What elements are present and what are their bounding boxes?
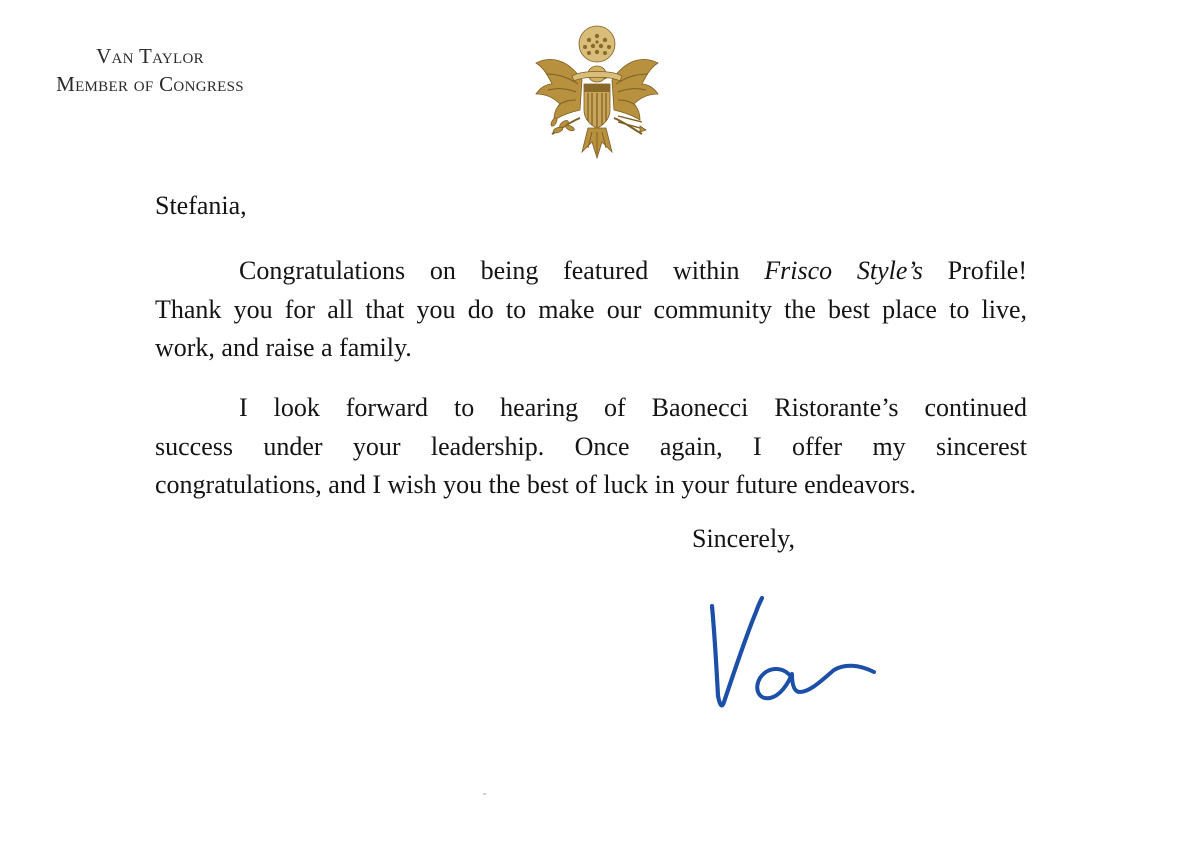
paragraph-2-line-1: I look forward to hearing of Baonecci Ristorante’s continued — [239, 393, 1027, 422]
paper-speck — [483, 793, 486, 795]
paragraph-1-line-1-after: Profile! — [922, 256, 1028, 285]
publication-name: Frisco Style’s — [764, 256, 923, 285]
letterhead — [30, 42, 270, 98]
letterhead-name: Van Taylor — [96, 44, 204, 68]
paragraph-2-line-2: success under your leadership. Once again, I offer my sincerest — [155, 431, 1027, 461]
closing: Sincerely, — [692, 524, 795, 553]
letterhead-title: Member of Congress — [56, 72, 244, 96]
paragraph-2-line-3: congratulations, and I wish you the best of luck in your future endeavors. — [155, 470, 917, 499]
letter-paragraph-2 — [155, 389, 1027, 505]
great-seal-eagle-icon — [522, 18, 672, 166]
paragraph-1-line-2: Thank you for all that you do to make our community the best place to live, — [155, 294, 1027, 324]
handwritten-signature — [698, 588, 888, 718]
paragraph-1-line-3: work, and raise a family. — [155, 333, 412, 362]
letter-paragraph-1 — [155, 252, 1027, 368]
paragraph-1-line-1 — [155, 252, 1027, 291]
salutation: Stefania, — [155, 191, 247, 220]
paragraph-1-line-1-before: Congratulations on being featured within — [239, 256, 765, 285]
